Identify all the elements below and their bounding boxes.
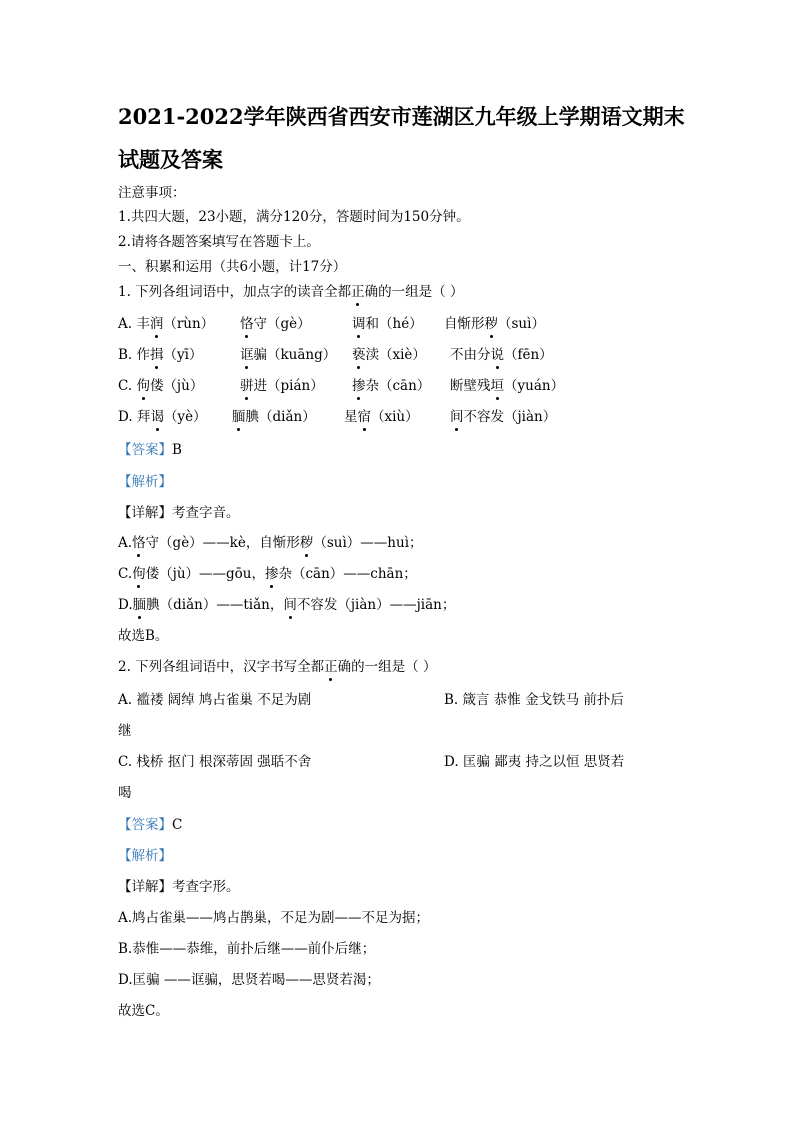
q2-analysis-tag: 【解析】 [118, 848, 172, 864]
q2-stem: 2. 下列各组词语中，汉字书写全都正确的一组是（ ） [118, 659, 437, 675]
document-page: 2021-2022学年陕西省西安市莲湖区九年级上学期语文期末 试题及答案 注意事项： 1.共四大题，23小题，满分120分，答题时间为150分钟。 2.请将各题答案填写在答题卡上。 一、积累和运用（共6小题，计17分） 1. 下列各组词语中，加点字的读音全都正确的一组是（ ） A. 丰润（rùn） 恪守（gè） 调和（hé） 自惭形秽（suì） B. 作揖（yī） 诓骗（kuāng） 亵渎（xiè） 不由分说（fēn） C. 佝偻（jù） 骈进（pián） 掺杂（cān） 断壁残垣（yuán） D. 拜谒（yè） 腼腆（diǎn） 星宿（xiù） 间不容发（jiàn） 【答案】B 【解析】 【详解】考查字音。 A.恪守（gè）——kè，自惭形秽（suì）——huì； C.佝偻（jù）——gōu，掺杂（cān）——chān； D.腼腆（diǎn）——tiǎn，间不容发（jiàn）——jiān； 故选B。 2. 下列各组词语中，汉字书写全都正确的一组是（ ） A. 褴褛 阔绰 鸠占雀巢 不足为剧 B. 箴言 恭惟 金戈铁马 前扑后 继 C. 栈桥 抠门 根深蒂固 强聒不舍 D. 匡骗 鄙夷 持之以恒 思贤若 喝 【答案】C 【解析】 【详解】考查字形。 A.鸠占雀巢——鸠占鹊巢，不足为剧——不足为据； B.恭惟——恭维，前扑后继——前仆后继； D.匡骗 ——诓骗，思贤若喝——思贤若渴； 故选C。 [0, 0, 793, 1122]
notes-heading: 注意事项： [118, 185, 186, 201]
q2-option-b-continued: 继 [118, 723, 132, 739]
dotted-char: 正 [324, 659, 338, 675]
q1-analysis-line-a: A.恪守（gè）——kè，自惭形秽（suì）——huì； [118, 535, 423, 551]
q2-detail: 【详解】考查字形。 [118, 879, 240, 895]
q2-analysis-line-d: D.匡骗 ——诓骗，思贤若喝——思贤若渴； [118, 972, 380, 988]
note-1: 1.共四大题，23小题，满分120分，答题时间为150分钟。 [118, 209, 470, 225]
q1-detail: 【详解】考查字音。 [118, 505, 240, 521]
section-1-heading: 一、积累和运用（共6小题，计17分） [118, 259, 347, 275]
q2-option-d: D. 匡骗 鄙夷 持之以恒 思贤若 [444, 754, 625, 770]
q2-option-b: B. 箴言 恭惟 金戈铁马 前扑后 [444, 692, 624, 708]
q1-analysis-line-c: C.佝偻（jù）——gōu，掺杂（cān）——chān； [118, 566, 417, 582]
q1-analysis-tag: 【解析】 [118, 474, 172, 490]
document-title-line1: 2021-2022学年陕西省西安市莲湖区九年级上学期语文期末 [118, 104, 685, 129]
q1-answer: 【答案】B [118, 442, 182, 458]
note-2: 2.请将各题答案填写在答题卡上。 [118, 234, 320, 250]
dotted-char: 正 [351, 284, 365, 300]
q2-option-c: C. 栈桥 抠门 根深蒂固 强聒不舍 [118, 754, 312, 770]
answer-tag: 【答案】 [118, 817, 172, 833]
q2-option-a: A. 褴褛 阔绰 鸠占雀巢 不足为剧 [118, 692, 312, 708]
q2-conclusion: 故选C。 [118, 1003, 169, 1019]
q1-stem: 1. 下列各组词语中，加点字的读音全都正确的一组是（ ） [118, 284, 464, 300]
q1-analysis-line-d: D.腼腆（diǎn）——tiǎn，间不容发（jiàn）——jiān； [118, 597, 456, 613]
document-title-line2: 试题及答案 [118, 147, 223, 172]
answer-tag: 【答案】 [118, 442, 172, 458]
q1-conclusion: 故选B。 [118, 628, 169, 644]
q2-analysis-line-a: A.鸠占雀巢——鸠占鹊巢，不足为剧——不足为据； [118, 910, 430, 926]
q2-answer: 【答案】C [118, 817, 183, 833]
q2-analysis-line-b: B.恭惟——恭维，前扑后继——前仆后继； [118, 941, 376, 957]
q2-option-d-continued: 喝 [118, 785, 132, 801]
